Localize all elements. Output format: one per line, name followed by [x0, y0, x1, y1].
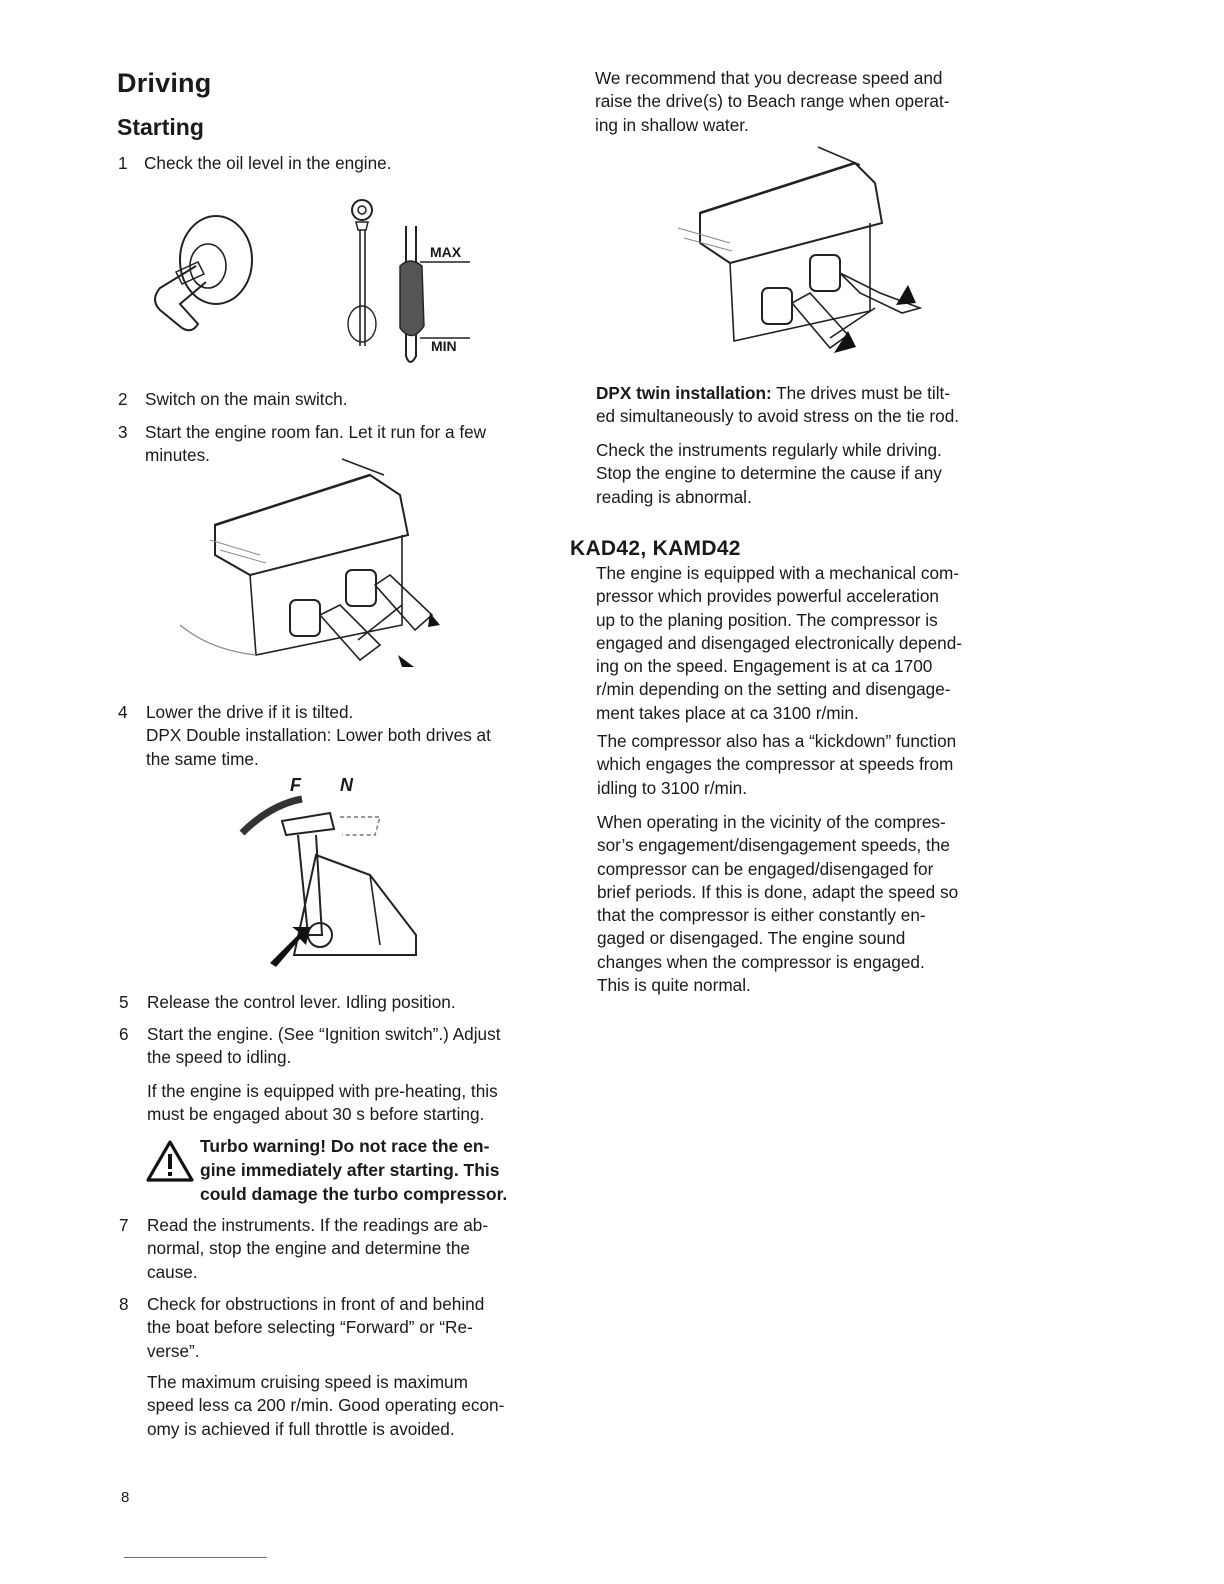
step-text: Switch on the main switch. — [145, 389, 348, 409]
kad-p1-line: ment takes place at ca 3100 r/min. — [596, 702, 859, 723]
warning-triangle-icon — [145, 1139, 195, 1183]
page-number: 8 — [121, 1489, 130, 1506]
max-mark-label: MAX — [430, 244, 462, 260]
kad-p3-line: brief periods. If this is done, adapt the speed so — [597, 881, 959, 902]
intro-line: We recommend that you decrease speed and — [595, 68, 943, 88]
page-title: Driving — [117, 68, 212, 98]
turbo-warning — [200, 1134, 545, 1206]
kad-p3-line: This is quite normal. — [597, 975, 751, 996]
step-text-line: Lower the drive if it is tilted. — [146, 702, 354, 722]
step-text-line: DPX Double installation: Lower both drives at — [146, 725, 491, 746]
step-text-line: Read the instruments. If the readings are ab- — [147, 1215, 489, 1235]
step-text-line: verse”. — [147, 1340, 200, 1361]
kad-p3-line: sor’s engagement/disengagement speeds, the — [597, 835, 950, 856]
oil-check-illustration — [140, 196, 480, 376]
kad-p1-line: pressor which provides powerful acceleration — [596, 586, 939, 607]
footer-rule — [124, 1557, 267, 1558]
check-line: reading is abnormal. — [596, 486, 752, 507]
step-text-line: Start the engine room fan. Let it run for a few — [145, 422, 487, 442]
kad-p3-line: changes when the compressor is engaged. — [597, 951, 925, 972]
intro-line: raise the drive(s) to Beach range when operat- — [595, 91, 950, 112]
drive-tilt-illustration — [670, 143, 940, 368]
cruising-line: omy is achieved if full throttle is avoided. — [147, 1418, 455, 1439]
control-panel-illustration — [170, 455, 450, 680]
step-text-line: the boat before selecting “Forward” or “Re- — [147, 1317, 473, 1338]
step-text: Release the control lever. Idling position. — [147, 992, 456, 1012]
section-heading-kad42: KAD42, KAMD42 — [570, 537, 741, 560]
step-text-line: cause. — [147, 1261, 198, 1282]
step-number: 2 — [118, 389, 128, 409]
warning-line: could damage the turbo compressor. — [200, 1184, 508, 1204]
step-number: 5 — [119, 992, 129, 1012]
kad-p1-line: ing on the speed. Engagement is at ca 1700 — [596, 656, 933, 677]
step-text-line: minutes. — [145, 445, 210, 466]
kad-p1-line: r/min depending on the setting and disengage- — [596, 679, 951, 700]
kad-p2-line: idling to 3100 r/min. — [597, 777, 747, 798]
warning-line: gine immediately after starting. This — [200, 1160, 500, 1180]
section-heading-starting: Starting — [117, 114, 204, 140]
cruising-line: speed less ca 200 r/min. Good operating econ- — [147, 1395, 505, 1416]
step-number: 8 — [119, 1294, 129, 1314]
kad-p3-line: gaged or disengaged. The engine sound — [597, 928, 906, 949]
step-number: 6 — [119, 1024, 129, 1044]
step-text-line: Start the engine. (See “Ignition switch”.) Adjust — [147, 1024, 501, 1044]
step-text-line: normal, stop the engine and determine the — [147, 1238, 470, 1259]
step-number: 4 — [118, 702, 128, 722]
step-number: 7 — [119, 1215, 129, 1235]
neutral-label: N — [340, 775, 353, 795]
warning-line: Turbo warning! Do not race the en- — [200, 1136, 490, 1156]
cruising-line: The maximum cruising speed is maximum — [147, 1372, 468, 1392]
preheat-line: If the engine is equipped with pre-heating, this — [147, 1081, 498, 1101]
check-line: Check the instruments regularly while driving. — [596, 440, 942, 460]
check-line: Stop the engine to determine the cause if any — [596, 463, 942, 484]
kad-p3-line: compressor can be engaged/disengaged for — [597, 858, 934, 879]
step-text: Check the oil level in the engine. — [144, 153, 392, 173]
dpx-lead: DPX twin installation: — [596, 383, 772, 403]
kad-p3-line: When operating in the vicinity of the compres- — [597, 812, 946, 832]
min-mark-label: MIN — [431, 338, 457, 354]
step-text-line: Check for obstructions in front of and behind — [147, 1294, 485, 1314]
intro-line: ing in shallow water. — [595, 114, 749, 135]
step-text-line: the speed to idling. — [147, 1047, 292, 1068]
kad-p3-line: that the compressor is either constantly en- — [597, 905, 926, 926]
forward-label: F — [290, 775, 301, 795]
preheat-line: must be engaged about 30 s before starting. — [147, 1104, 485, 1125]
kad-p1-line: engaged and disengaged electronically depend- — [596, 632, 962, 653]
dpx-line-rest: The drives must be tilt- — [771, 383, 951, 403]
step-number: 1 — [118, 153, 128, 173]
kad-p1-line: up to the planing position. The compressor is — [596, 609, 938, 630]
control-lever-illustration — [230, 795, 430, 975]
kad-p2-line: The compressor also has a “kickdown” function — [597, 731, 957, 751]
kad-p2-line: which engages the compressor at speeds from — [597, 754, 954, 775]
step-number: 3 — [118, 422, 128, 442]
step-text-line: the same time. — [146, 748, 259, 769]
dpx-line — [596, 382, 959, 405]
dpx-line: ed simultaneously to avoid stress on the tie rod. — [596, 406, 960, 427]
kad-p1-line: The engine is equipped with a mechanical com- — [596, 563, 960, 583]
